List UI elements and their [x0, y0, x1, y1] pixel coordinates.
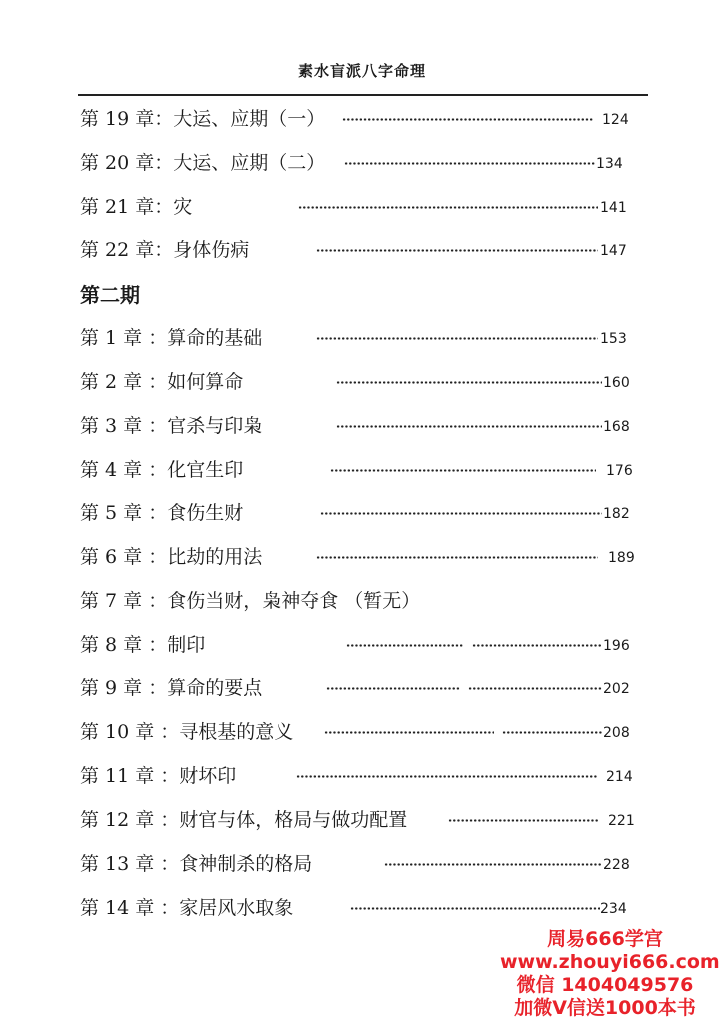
leader-dots: [346, 644, 464, 647]
toc-entry-title: 第 3 章 ：官杀与印枭: [80, 415, 263, 437]
leader-dots: [296, 775, 598, 778]
toc-entry-title: 第 14 章 ：家居风水取象: [80, 897, 294, 919]
toc-entry-page: 202: [603, 681, 630, 697]
toc-entry-page: 141: [600, 200, 627, 216]
toc-entry-page: 153: [600, 331, 627, 347]
header-rule: [78, 94, 648, 96]
toc-entry-page: 134: [596, 156, 623, 172]
toc-entry-page: 208: [603, 725, 630, 741]
toc-entry-page: 189: [608, 550, 635, 566]
toc-entry-title: 第 13 章 ：食神制杀的格局: [80, 853, 313, 875]
toc-entry-title: 第 5 章 ：食伤生财: [80, 502, 244, 524]
promo-watermark: [500, 928, 720, 1020]
toc-entry-title: 第 21 章：灾: [80, 196, 193, 218]
leader-dots: [350, 907, 600, 910]
toc-entry-title: 第 2 章 ：如何算命: [80, 371, 244, 393]
toc-entry-title: 第 8 章 ：制印: [80, 634, 206, 656]
toc-entry-title: 第 11 章 ：财坏印: [80, 765, 237, 787]
leader-dots: [326, 687, 460, 690]
toc-entry-page: 160: [603, 375, 630, 391]
section-heading: 第二期: [80, 283, 140, 307]
toc-entry-title: 第 1 章 ：算命的基础: [80, 327, 263, 349]
toc-entry-page: 228: [603, 857, 630, 873]
toc-entry-title: 第 22 章：身体伤病: [80, 239, 250, 261]
toc-entry-page: 147: [600, 243, 627, 259]
leader-dots: [468, 687, 602, 690]
leader-dots: [330, 469, 596, 472]
leader-dots: [342, 118, 594, 121]
toc-entry-title: 第 20 章：大运、应期（二）: [80, 152, 326, 174]
toc-entry-title: 第 4 章 ：化官生印: [80, 459, 244, 481]
watermark-name: 周易666学宫: [547, 928, 663, 950]
toc-entry-page: 234: [600, 901, 627, 917]
toc-entry-title: 第 10 章 ：寻根基的意义: [80, 721, 294, 743]
watermark-url: www.zhouyi666.com: [500, 951, 720, 973]
leader-dots: [298, 206, 598, 209]
leader-dots: [384, 863, 602, 866]
leader-dots: [344, 162, 596, 165]
running-header: 素水盲派八字命理: [297, 62, 426, 80]
toc-entry-page: 214: [606, 769, 633, 785]
leader-dots: [324, 731, 494, 734]
watermark-offer: 加微V信送1000本书: [514, 997, 696, 1019]
leader-dots: [448, 819, 598, 822]
toc-entry-page: 176: [606, 463, 633, 479]
leader-dots: [336, 425, 602, 428]
toc-entry-title: 第 12 章 ：财官与体，格局与做功配置: [80, 809, 408, 831]
leader-dots: [316, 249, 598, 252]
toc-entry-page: 168: [603, 419, 630, 435]
leader-dots: [316, 556, 598, 559]
toc-entry-page: 221: [608, 813, 635, 829]
toc-entry-page: 124: [602, 112, 629, 128]
toc-entry-title: 第 9 章 ：算命的要点: [80, 677, 263, 699]
leader-dots: [502, 731, 602, 734]
leader-dots: [320, 512, 602, 515]
toc-entry-title: 第 6 章 ：比劫的用法: [80, 546, 263, 568]
toc-entry-title: 第 19 章：大运、应期（一）: [80, 108, 326, 130]
toc-entry-page: 196: [603, 638, 630, 654]
leader-dots: [472, 644, 602, 647]
leader-dots: [336, 381, 602, 384]
watermark-wechat: 微信 1404049576: [516, 974, 694, 996]
leader-dots: [316, 337, 598, 340]
toc-entry-title: 第 7 章 ：食伤当财，枭神夺食 （暂无）: [80, 590, 421, 612]
toc-entry-page: 182: [603, 506, 630, 522]
